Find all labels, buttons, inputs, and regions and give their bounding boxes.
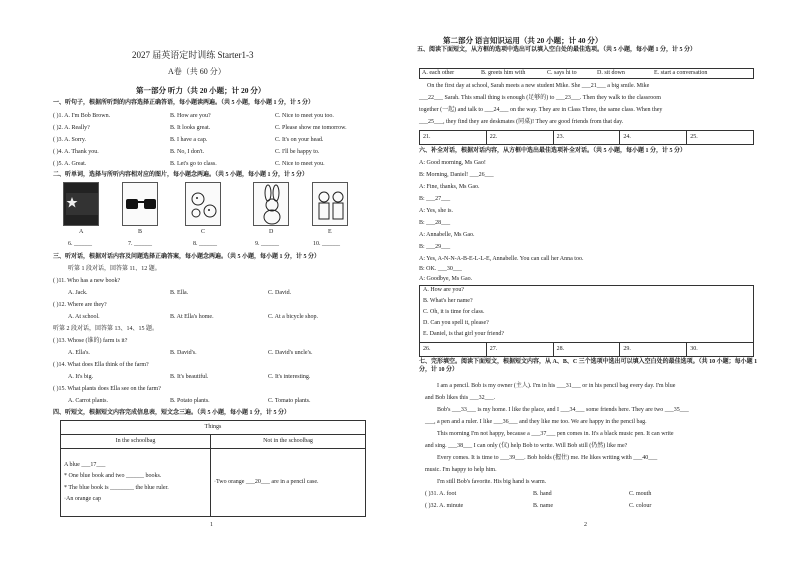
table-title: Things: [61, 421, 366, 435]
option-b: B. greets him with: [481, 70, 526, 76]
page-number-1: 1: [210, 522, 213, 528]
answer-29[interactable]: 29.: [620, 343, 687, 357]
dialog-line10: B: OK. ___30___: [419, 266, 462, 272]
q11-option-c: C. David.: [268, 290, 292, 296]
page-number-2: 2: [584, 522, 587, 528]
table-item-17[interactable]: A blue ___17___: [64, 461, 106, 468]
answer-23[interactable]: 23.: [553, 131, 620, 145]
dialog-line9: A: Yes, A-N-N-A-B-E-L-L-E, Annabelle. You can call her Anna too.: [419, 256, 584, 262]
dialog-option-b: B. What's her name?: [423, 298, 473, 304]
answer-25[interactable]: 25.: [687, 131, 754, 145]
q15-option-a: A. Carrot plants.: [68, 398, 108, 404]
q11-option-b: B. Ella.: [170, 290, 189, 296]
section7-heading: 七、完形填空。阅读下面短文，根据短文内容，从 A、B、C 三个选项中选出可以填入空白处的最佳选项。（共 10 小题；每小题 1 分，计 10 分）: [419, 359, 758, 373]
passage7-line8: music. I'm happy to help him.: [425, 467, 497, 473]
table-col2-header: Not in the schoolbag: [211, 435, 366, 449]
table-col1-header: In the schoolbag: [61, 435, 211, 449]
option-e: E. start a conversation: [654, 70, 708, 76]
option-c: C. says hi to: [547, 70, 577, 76]
passage7-line7: Every comes. It is time to ___39___. Bob holds (握住) me. He likes writing with ___40___: [437, 455, 658, 461]
option-a: A. each other: [422, 70, 455, 76]
pic-label-c: C: [201, 229, 206, 235]
kids-picture: [312, 182, 348, 226]
q4-option-c: C. I'll be happy to.: [275, 149, 320, 155]
section3-sub2: 听第 2 段对话，回答第 13、14、15 题。: [53, 326, 159, 332]
section1-heading: 一、听句子，根据所听到的内容选择正确答语，每小题读两遍。（共 5 小题，每小题 1 分，计 5 分）: [53, 100, 315, 106]
table-col2-cell[interactable]: ·Two orange ___20___ are in a pencil case.: [211, 449, 366, 517]
birds-picture: [185, 182, 221, 226]
passage5-line2: ___22___ Sarah. This small thing is enough (足够的) to ___23___. Then they walk to the classroom: [419, 95, 661, 101]
q5-option-c: C. Nice to meet you.: [275, 161, 325, 167]
table-item-18[interactable]: * One blue book and two ______ books.: [64, 473, 162, 480]
dialog-option-c: C. Oh, it is time for class.: [423, 309, 485, 315]
answer-27[interactable]: 27.: [486, 343, 553, 357]
q5-option-a: ( )5. A. Great.: [53, 161, 87, 167]
q1-option-a: ( )1. A. I'm Bob Brown.: [53, 113, 111, 119]
q31-option-b: B. hand: [533, 491, 552, 497]
q14-stem: ( )14. What does Ella think of the farm?: [53, 362, 149, 368]
passage7-line5: This morning I'm not happy, because a ___37___ pen comes in. It's a black music pen. It can write: [437, 431, 674, 437]
q14-option-b: B. It's beautiful.: [170, 374, 209, 380]
answer-24[interactable]: 24.: [620, 131, 687, 145]
page-2: [397, 0, 794, 561]
q11-option-a: A. Jack.: [68, 290, 88, 296]
answer-28[interactable]: 28.: [553, 343, 620, 357]
passage5-line1: On the first day at school, Sarah meets a new student Mike. She ___21___ a big smile. Mike: [427, 83, 650, 89]
q13-option-b: B. David's.: [170, 350, 197, 356]
section2-heading: 二、听单词，选择与所听内容相对应的图片，每小题念两遍。（共 5 小题，每小题 1 分，计 5 分）: [53, 172, 309, 178]
q32-option-b: B. name: [533, 503, 553, 509]
answer-30[interactable]: 30.: [687, 343, 754, 357]
blank-9[interactable]: 9. ______: [255, 241, 279, 247]
passage7-line6: and sing. ___38___ I can only (仅) help Bob to write. Will Bob still (仍然) like me?: [425, 443, 628, 449]
q2-option-c: C. Please show me tomorrow.: [275, 125, 347, 131]
part2-heading: 第二部分 语言知识运用（共 20 小题；计 40 分）: [443, 36, 603, 45]
blank-7[interactable]: 7. ______: [128, 241, 152, 247]
dialog-line3: A: Fine, thanks, Ms Gao.: [419, 184, 480, 190]
section3-sub1: 听第 1 段对话，回答第 11、12 题。: [68, 266, 161, 272]
flag-picture: [63, 182, 99, 226]
q14-option-c: C. It's interesting.: [268, 374, 311, 380]
answer-21[interactable]: 21.: [420, 131, 487, 145]
blank-6[interactable]: 6. ______: [68, 241, 92, 247]
q2-option-a: ( )2. A. Really?: [53, 125, 90, 131]
option-d: D. sit down: [597, 70, 625, 76]
q1-option-b: B. How are you?: [170, 113, 211, 119]
q5-option-b: B. Let's go to class.: [170, 161, 217, 167]
pic-label-e: E: [328, 229, 332, 235]
passage7-line4: ___, a pen and a ruler. I like ___36___ and they like me too. We are happy in the pencil bag.: [425, 419, 647, 425]
table-item-19[interactable]: * The blue book is ________ the blue ruler.: [64, 484, 169, 491]
passage5-line3: together (一起) and talk to ___24___ on the way. They are in Class Three, the same class. When they: [419, 107, 663, 113]
info-table: [60, 420, 366, 517]
q15-stem: ( )15. What plants does Ella see on the farm?: [53, 386, 161, 392]
answers5-table: [419, 130, 754, 145]
passage7-line9: I'm still Bob's favorite. His big hand is warm.: [437, 479, 547, 485]
q1-option-c: C. Nice to meet you too.: [275, 113, 334, 119]
dialog-line8: B: ___29___: [419, 244, 451, 250]
part1-heading: 第一部分 听力（共 20 小题；计 20 分）: [136, 86, 266, 95]
table-col1-cell: [61, 449, 211, 517]
q2-option-b: B. It looks great.: [170, 125, 211, 131]
page-title: 2027 届英语定时训练 Starter1-3: [132, 50, 254, 60]
q3-option-b: B. I have a cap.: [170, 137, 208, 143]
q13-stem: ( )13. Whose (谁的) farm is it?: [53, 338, 128, 344]
dialog-line6: B: ___28___: [419, 220, 451, 226]
section6-heading: 六、补全对话，根据对话内容，从方框中选出最佳选项补全对话。（共 5 小题，每小题 1 分，计 5 分）: [419, 148, 687, 154]
pic-label-b: B: [138, 229, 143, 235]
q12-option-a: A. At school.: [68, 314, 100, 320]
paper-a-heading: A卷（共 60 分）: [168, 67, 226, 76]
q3-option-a: ( )3. A. Sorry.: [53, 137, 86, 143]
q15-option-c: C. Tomato plants.: [268, 398, 311, 404]
q32-option-a: ( )32. A. minute: [425, 503, 464, 509]
answers6-table: [419, 342, 754, 357]
q11-stem: ( )11. Who has a new book?: [53, 278, 121, 284]
dialog-line1: A: Good morning, Ms Gao!: [419, 160, 486, 166]
q14-option-a: A. It's big.: [68, 374, 94, 380]
dialog-line11: A: Goodbye, Ms Gao.: [419, 276, 473, 282]
answer-22[interactable]: 22.: [486, 131, 553, 145]
q13-option-a: A. Ella's.: [68, 350, 90, 356]
q4-option-b: B. No, I don't.: [170, 149, 205, 155]
glasses-picture: [122, 182, 158, 226]
dialog-line5: A: Yes, she is.: [419, 208, 454, 214]
dialog-line7: A: Annabelle, Ms Gao.: [419, 232, 475, 238]
q31-option-a: ( )31. A. foot: [425, 491, 457, 497]
dialog-line2: B: Morning, Daniel! ___26___: [419, 172, 494, 178]
q3-option-c: C. It's on your head.: [275, 137, 324, 143]
q31-option-c: C. mouth: [629, 491, 652, 497]
blank-8[interactable]: 8. ______: [193, 241, 217, 247]
passage7-line1: I am a pencil. Bob is my owner (主人). I'm in his ___31___ or in his pencil bag every day. I'm blue: [437, 383, 676, 389]
dialog-line4: B: ___27___: [419, 196, 451, 202]
answer-26[interactable]: 26.: [420, 343, 487, 357]
q4-option-a: ( )4. A. Thank you.: [53, 149, 99, 155]
q12-option-b: B. At Ella's home.: [170, 314, 214, 320]
rabbit-picture: [253, 182, 289, 226]
q12-stem: ( )12. Where are they?: [53, 302, 107, 308]
blank-10[interactable]: 10. ______: [313, 241, 340, 247]
passage5-line4: ___25___, they find they are deskmates (同桌)! They are good friends from that day.: [419, 119, 624, 125]
dialog-option-e: E. Daniel, is that girl your friend?: [423, 331, 504, 337]
q13-option-c: C. David's uncle's.: [268, 350, 313, 356]
section3-heading: 三、听对话，根据对话内容及问题选择正确答案，每小题念两遍。（共 5 小题，每小题 1 分，计 5 分）: [53, 254, 321, 260]
pic-label-a: A: [79, 229, 84, 235]
q12-option-c: C. At a bicycle shop.: [268, 314, 318, 320]
q32-option-c: C. colour: [629, 503, 652, 509]
q15-option-b: B. Potato plants.: [170, 398, 210, 404]
pic-label-d: D: [269, 229, 274, 235]
passage7-line2: and Bob likes this ___32___.: [425, 395, 496, 401]
table-item-cap: ·An orange cap: [64, 495, 101, 502]
dialog-option-a: A. How are you?: [423, 287, 464, 293]
section4-heading: 四、听短文，根据短文内容完成信息表，短文念三遍。（共 5 小题，每小题 1 分，计 5 分）: [53, 410, 291, 416]
passage7-line3: Bob's ___33___ is my home. I like the place, and I ___34___ some friends here. They are two ___35___: [437, 407, 689, 413]
section5-heading: 五、阅读下面短文，从方框的选项中选出可以填入空白处的最佳选项。（共 5 小题，每小题 1 分，计 5 分）: [417, 47, 697, 53]
dialog-option-d: D. Can you spell it, please?: [423, 320, 489, 326]
